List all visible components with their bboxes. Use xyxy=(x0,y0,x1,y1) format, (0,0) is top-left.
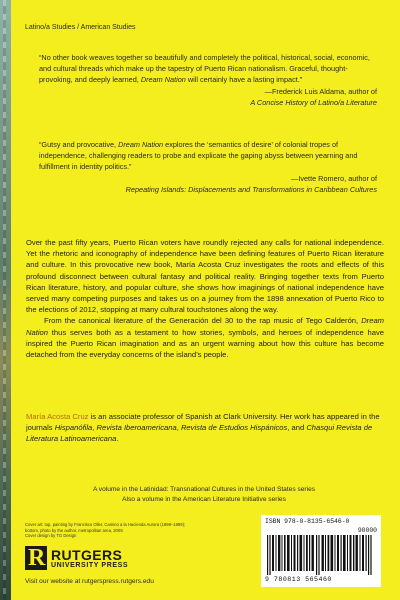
back-cover xyxy=(11,0,400,600)
price-code: 90000 xyxy=(357,527,377,534)
series-info: A volume in the Latinidad: Transnational Cultures in the United States series Also a volume in the American Literature Initiative series xyxy=(92,486,316,503)
spine-image-strip xyxy=(0,0,11,600)
publisher-subtitle: UNIVERSITY PRESS xyxy=(51,562,129,569)
cover-credits: Cover art: top, painting by Francisco Oller, Camino a la Hacienda Aurora (1898–1899); bottom, photo by the author, metropolitan area, 2009. Cover design by TG Design xyxy=(25,522,186,539)
publisher-name: RUTGERS xyxy=(51,547,123,563)
author-bio: María Acosta Cruz is an associate professor of Spanish at Clark University. Her work has appeared in the journals Hispanófila, Revista Iberoamericana, Revista de Estudios Hispánicos, and Chasqui Revista de Literatura Latinoamericana. xyxy=(26,412,380,444)
isbn-label: ISBN 978-0-8135-6546-0 xyxy=(265,518,350,525)
blurb-quote-2 xyxy=(39,139,377,195)
blurb-quote-1-text: “No other book weaves together so beautifully and completely the political, historical, social, economic, and cultural threads which make up the tapestry of Puerto Rican nationalism. Graceful, thought-provoking, and deeply learned, Dream Nation will certainly have a lasting impact.” xyxy=(39,53,370,84)
publisher-website: Visit our website at rutgerspress.rutgers.edu xyxy=(25,578,154,585)
blurb-quote-1 xyxy=(39,52,377,108)
blurb-quote-2-attribution: —Ivette Romero, author of Repeating Islands: Displacements and Transformations in Caribbean Cultures xyxy=(125,174,377,194)
barcode-number: 9 780813 565460 xyxy=(265,576,332,583)
publisher-logo xyxy=(25,546,185,572)
description-paragraph-2: From the canonical literature of the Generación del 30 to the rap music of Tego Calderón, Dream Nation thus serves both as a testament to how stories, symbols, and heroes of independence have inspired the Puerto Rican imagination and as an urgent warning about how this culture has become detached from the everyday concerns of the island’s people. xyxy=(26,316,384,360)
blurb-quote-2-text: “Gutsy and provocative, Dream Nation explores the ‘semantics of desire’ of colonial tropes of independence, challenging readers to probe and explicate the gaping abyss between yearning and fulfillment in identity politics.” xyxy=(39,140,358,171)
rutgers-r-icon: R xyxy=(25,546,47,570)
category-tag: Latino/a Studies / American Studies xyxy=(25,24,136,31)
barcode-icon xyxy=(267,535,375,575)
description-paragraph-1: Over the past fifty years, Puerto Rican voters have roundly rejected any calls for national independence. Yet the rhetoric and iconography of independence have been defining features of Puerto Rican literature and culture. In this provocative new book, María Acosta Cruz investigates the roots and effects of this profound disconnect between cultural fantasy and political reality. Bringing together texts from Puerto Rican literature, history, and popular culture, she shows how imaginings of national independence have served many competing purposes and takes us on a journey from the 1898 annexation of Puerto Rico to the elections of 2012, stopping at many cultural touchstones along the way. xyxy=(26,238,384,315)
author-name: María Acosta Cruz xyxy=(26,412,89,421)
book-description xyxy=(26,237,384,360)
blurb-quote-1-attribution: —Frederick Luis Aldama, author of A Concise History of Latino/a Literature xyxy=(250,87,377,107)
barcode-box xyxy=(261,515,381,587)
